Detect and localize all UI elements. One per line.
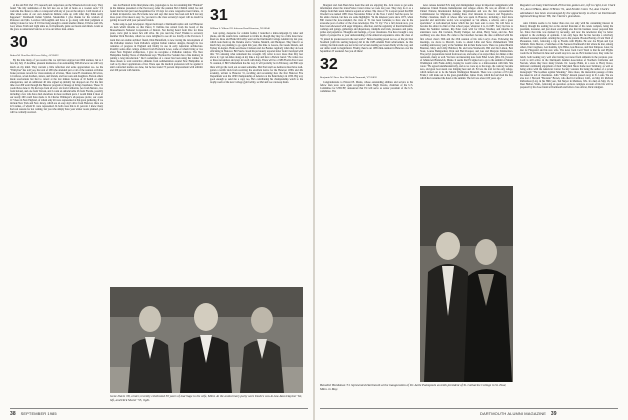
class-secretary-address: Robert M. Hess Box 86 Green Valley, AZ 85622 [10, 54, 59, 58]
footer-rule [10, 408, 308, 409]
col-text: of his and Fell Owl '27's research and conjectures on the Wheelock-Occom story. They found "the tidy summaries of the fall lore are as full of holes as a woolen sock." I'd welcome the chance to talk or correspond with any of you on the subject. I still dream of a time when some of our own American Indians come up with what they think really happened." Dartmouth Indian Symbol. Meanwhile I give thanks for the wisdom of Professor and Mrs. Lovelace McLoughlin and have to go along with their judgment at letting it alone for now. If I'd lived long enough to attend another dinner, I'd have said: Oh, God, whose Truth and Light unite us, In Dartmouth, guide our hearts and minds. Grant us the grace to understand! And so to love our fellow man. Amen. [10, 4, 103, 32]
col-text: Some sang-to-peel newspaper clipper motivated a Dartmouth native and well Hanover an item which informs us that Pierce V. Delfino has retired from the board of the Massachusetts National Corporation of Detroit. Not having heard from Pete for three years, we're glad to know he's still alive. Do you read me, Pete? Thanks to secretary member Dick Bowden, whom we were delighted to see all too briefly at the Powwow. I learn that our erudite architect friend, Dick Butterfield, is now tracing the development of the Palladian window from Palladio's original Italian window designs, through its two centuries of progress in England and finally its use in early American architecture. Possibly some other college architect from Frederick Lowe, some of whom living or two about New England architecture, I give no recognize a Palladian window. The New Hampshire Sunday News of Manchester says "Harmon Doc Sonders has a fine memory in putting a long introduction." Doc's sometimes of a career has been using her winner for those sheets to total restrictive ailments from sedimentation around New Hampshire as well as by direct applications of her. There sees the medical profession will be against it until controlled studies are done, but he has found 73 percent improvement with arthritic and 100 percent with bursitis. [110, 23, 203, 72]
left-page [10, 4, 308, 408]
col-text: Margaret and Jean Bean have been fine and are enjoying life. Jack wrote to get some information about the trans-France Canal cruise we took last year. They may do it as a change from their usual Jamaica sojourn as winter. The class of '31 is expert proud that Bill Woodall was named 1985 Class Newsletter Editor of the Year. I wish I had the space for his entire citation, but here are some highlights: "In the nineteen years since 1975, when Bill created the now-standard, the class of '31 has been fortunate to have one in the awesome post of editor of the class newsletter, The '31 Up." For a full decade now, you have been showered with eager diligence, affection, and the regularity of that-Dartmouth's comings and goings, gatherings and dispersions, triumphs and trials, pleasures and pains, prides and prejudices. Thoughts and feelings, of your classmates. You have brought a rare depth of perspective to your understanding of the American experience since the class of '31 joined its predecessors in the real world." Before heading proud we too, of the job Don Stoddard (with his sterling helpers) did in the 1985 Alumni Fund achievement. At this writing, the final results are not in but we've been leading our Green Derby all the way, and our dollar result is magnificent. Finally, there's our 1985 mini-reunion in Hanover over the September 23 weekend. See you all there! [320, 4, 413, 53]
class-number: 32 [320, 55, 338, 73]
left-footer [10, 411, 57, 417]
right-col-1 [320, 4, 413, 406]
photo-caption-top: Regulars at many Dartmouth-Princeton games are, left to right, Len Clark '31, Ann O'Hara, Rose O'Brien '31, and Emilie Coles '34, Ann Clark's attendance has been encouraged by the opportunity to cheer on Dartmouth tightend Doug Knee '86, the Clarks's grandson. [520, 3, 616, 19]
col-text: Alex Christie seems to be busier than ever, not only with his consuming interest in history through his reading but as the elected historian of his condo complex, being the president, treasurer, and just about everything else that his business career prepared him for. Since that time was marked by necessity, and now the newsletter may be better adapted to the exchange of opinions. I can only hope that he has become a relatively unbiased reasoned student, relating the past to the present. Brooks Hornig of Cent Ward of Pleasanton, Calif., following a trip to Florida with Phyllis. He saw Joe Bryan and Lyn Schmidt. Dave Mercer, a Santchees of the Sarasota Dartmouth Club where he met, among others, Dan Cragmore, Len Kashtin, Lyle Hiller, Gus Moroso, and Don Simpson. Later, he met Al Fitzgerald and his new wife. The news from Cecil Ward is that he and Phyllis would be in Vermont in June and would stop in to see us. He'd learned over, they came for lunch, both looking very well after having recovered from ailments in the previous year. Cecil is still active in the Dartmouth Alumni Association of Northern California and Nevada, where they have many friends. Dr. George Hahn, in a note to Harry Rowe, indicated continuing enjoyment of their Maryland Shore home near Salisbury, as well as being active with the American Cancer Society veterans his being the author of a recent monograph "The Goddess against Smoking." Once more, the inexorable passage of time has taken its toll of classmates. John "Whitey" Ahearn passed away in St. Louis. We are also lost J. Howard "Brownie" Brown, who died in Carlsbad, Calif., on May 20. Richard Richardson (Liz), in his 89th year, Ted Meyer in Madison, Wis. Ira died on May 16, in Deer Harbor, Wash., following an operation. A more complete account of his life will be prepared by his close friend at Dartmouth and fellow class officer, Dick Lindgren. [520, 22, 613, 89]
class-secretary-address: William L. Wilson 225 Jefferson Road Princeton, NJ 08540 [210, 27, 270, 30]
class-number: 30 [10, 34, 28, 52]
left-col-1 [10, 4, 103, 406]
page-number: 38 [10, 411, 16, 417]
photo-caption: Benedict Hardsman '31 represented Dartmouth at the inauguration of Dr. Antle Pamspouls as tenth president of St. Catharine College in St. Paul, Minn. in May. [320, 383, 507, 391]
right-col-2 [420, 4, 513, 184]
page-number: 39 [550, 411, 557, 417]
page-gutter [313, 0, 315, 420]
col-text: Last spring, desperate for column fodder, I launched a mini-campaign by letter and phone, and the results have continued to trickle in, though they may be a little dated now. Read on. Rose and Hank McCarthy went on the Dartmouth College Alumni trip last year, which took them up the Danube and to Vienna, Munich, and Budapest. They liked it so much they are planning to go again this year, this time to Greece, the Greek Islands, and Turkey in August. Hank sees Reese Clarkson and Joe Bonnes regularly when they do look officiating in Hanover. Bill Steck closed his previously reported letter from Cleveland with this: "It's amazing what retirement has wrought. My cellar is now more than fifty feet above it; I get ten miles along on my bike a day and have a Bobcat barrel." He writes two or three newsletters and stays in touch with many. There will be a 1986 Florida East Coast 31 reunion, if Bill Schiefelbein has his way. It will probably be in February, and Bill says there will get the word out as usual sometime. Mal Pratt and Lee Andrews must have rush-gotten a terrific kick from receiving the excellent notice for the Hanover 1930s and 40s academy, written to Hanover 31, recalling and recounting how the first Hanover Fire Department won the 1930 Championship of America at the Penn Relays in 1930. Big way good enough to send me a copy too. He's contributing his championship watch to the trophy room of the new College gym facility, so Mal and Lee can keep theirs. [210, 32, 303, 84]
right-footer [480, 411, 557, 417]
inauguration-photo [420, 186, 513, 382]
publication-name: DARTMOUTH ALUMNI MAGAZINE [480, 411, 546, 416]
left-col-2 [110, 4, 203, 284]
footer-rule [320, 408, 618, 409]
photo-caption: Gene Davis '28, center, recently celebrated 50 years of marriage to his wife, Mimi. At the anniversary party were Davis's son-in-law Alan Daymer '62, left, and Dick Sharer '55, right. [110, 394, 303, 402]
right-col-3 [520, 22, 613, 406]
col-text: rate Joe Hanford in his final phone calls. (Apologies to Joe for renaming him "Hanford" in the minutes presented at the Powwow.) After the reunion Bob Chittim called Joe and found that he had just been hospitalized for 18 days for acute congestive heart failure, 11 of them in intensive care. He's home now and says that never has been told he'll last any more years if he takes it easy. So, you next to the class secretary's report will no doubt be getting in touch with your personal friends. [110, 4, 203, 23]
left-col-3 [210, 4, 303, 284]
col-text: Congratulations to Edward B. Marks, whose outstanding abilities and service to his fellow men were once again recognized when Hugh Downs, chairman of the U.S. Committee for UNICEF, announced that Ed will serve as senior president of the U.S. committee. The [320, 80, 413, 93]
issue-date: SEPTEMBER 1985 [20, 411, 57, 416]
col-text: By the time many of you receive this we will have enjoyed our 60th reunion, but as I face my July 15 deadline, pleasant memories of an outstanding 50th Powwow are still very much on my mind. They warrant a little reflection and some appreciation too. As the "Thirtyites" has told you, the total of 268 who attended part or all of the reunion activities broke previous records for class reunions of all sizes. There were 83 classmates, 60 wives, 14 widows, seven brothers, sisters, and friends, and four sons and daughters. Eleven others made reservations but had to cancel at the last minute because of ill health or other emergencies, and an additional 40 who signed up initially but dropped out. For the first time over 200 went through the Hanover program of lineage of living classmates. Those 31 would have done it. We had reps from all over: six from California, two from Mexico, two from Ireland, and one from Taiwan, and I count an unbelievable 26 from Florida, possibly including a few who have died elsewhere in more northern parts. I would think it most of our nearly 200 could have made it. In Charles Widmeyer's all-purpose picnic, our count 117 more in New England, of whom only 46 were represented at this great gathering. If we include New York and New Jersey, which are an easy day's drive from Hanover, there are 221 names, of whom 91 were represented. In both cases this is 41 percent. I know many had real reasons for not coming, but you who simply have your winter roosts planned, you will be cordially received. [10, 59, 103, 115]
col-text: news release detailed Ed's long and distinguished career in important assignments with numerous United Nations humanitarian and refugee efforts. He was an official of the United Nations International Refugee Organization and was the first representative Commissioner for Migration, running three vital missions in Greece and Yugoslavia. Further classmate, much of whose time was spent in Hanover, including a brief more peaceful and survivable world, was recognized as "an athlete, a scholar, and a great sportsman." A well-deserved honor which has just been ours to note. We will have to become the editor in chief of that school paper, whatever it is, in 1987. Sorry but late to make the Summer reunion, Rip Poler went wild for Oliver Weather, and informs its attendance were Jim Carleton, Hoddy Pemper, Art Allen, Harry Stout, and me. Bob Aschburg was also there. He came to the bleachers because the date conflicted with his first school class's 50th and the 25th reunion of his wife Lucy's class. Following the meetings, we drove to Marvell, Conn. to attend Lillie and Steve Zimmerman's 50th wedding anniversary party at the Summer Inn in their home town. There we joined Martin Brandon, Mary and Libby Hubbard, Bo and Gina Wentworth, Bill and Dot Limon, Bob Stout, Louise Bumgardner, Dick and Bud Pouquet, and Gus and Marjorie Zimmerman. The party's preparations lasted from noon on, and some of us stayed there for dinner at that restaurant, many as well. We have an interesting note from Ethel Lewis (Mrs. Ed.) lowest of Johnstown Brunswick, Maine. It seems that Ed signed on to go to the summit of Mount Washington with Frank Ashby, hoping he would come to a mini-reunion with him. She wrote: "He agreed unenthusiastically, and as we were up to the stage, the contrary became zero, and great boat steam was bringing heat and all. Ed was the trail for the only refuge, which turned out to be the Mount Washington Museum. There was a picture of Ed and Frank; I will make out to the great-grandfather, James Clark, which had survived the fire, which had consumed the hotel at the summit. The fell was about 100 years ago." [420, 4, 513, 81]
anniversary-photo [110, 287, 303, 393]
class-number: 31 [210, 7, 228, 24]
class-secretary-address: Benjamin W. Drew Box 264 South Yarmouth, VT 05859 [320, 75, 377, 79]
